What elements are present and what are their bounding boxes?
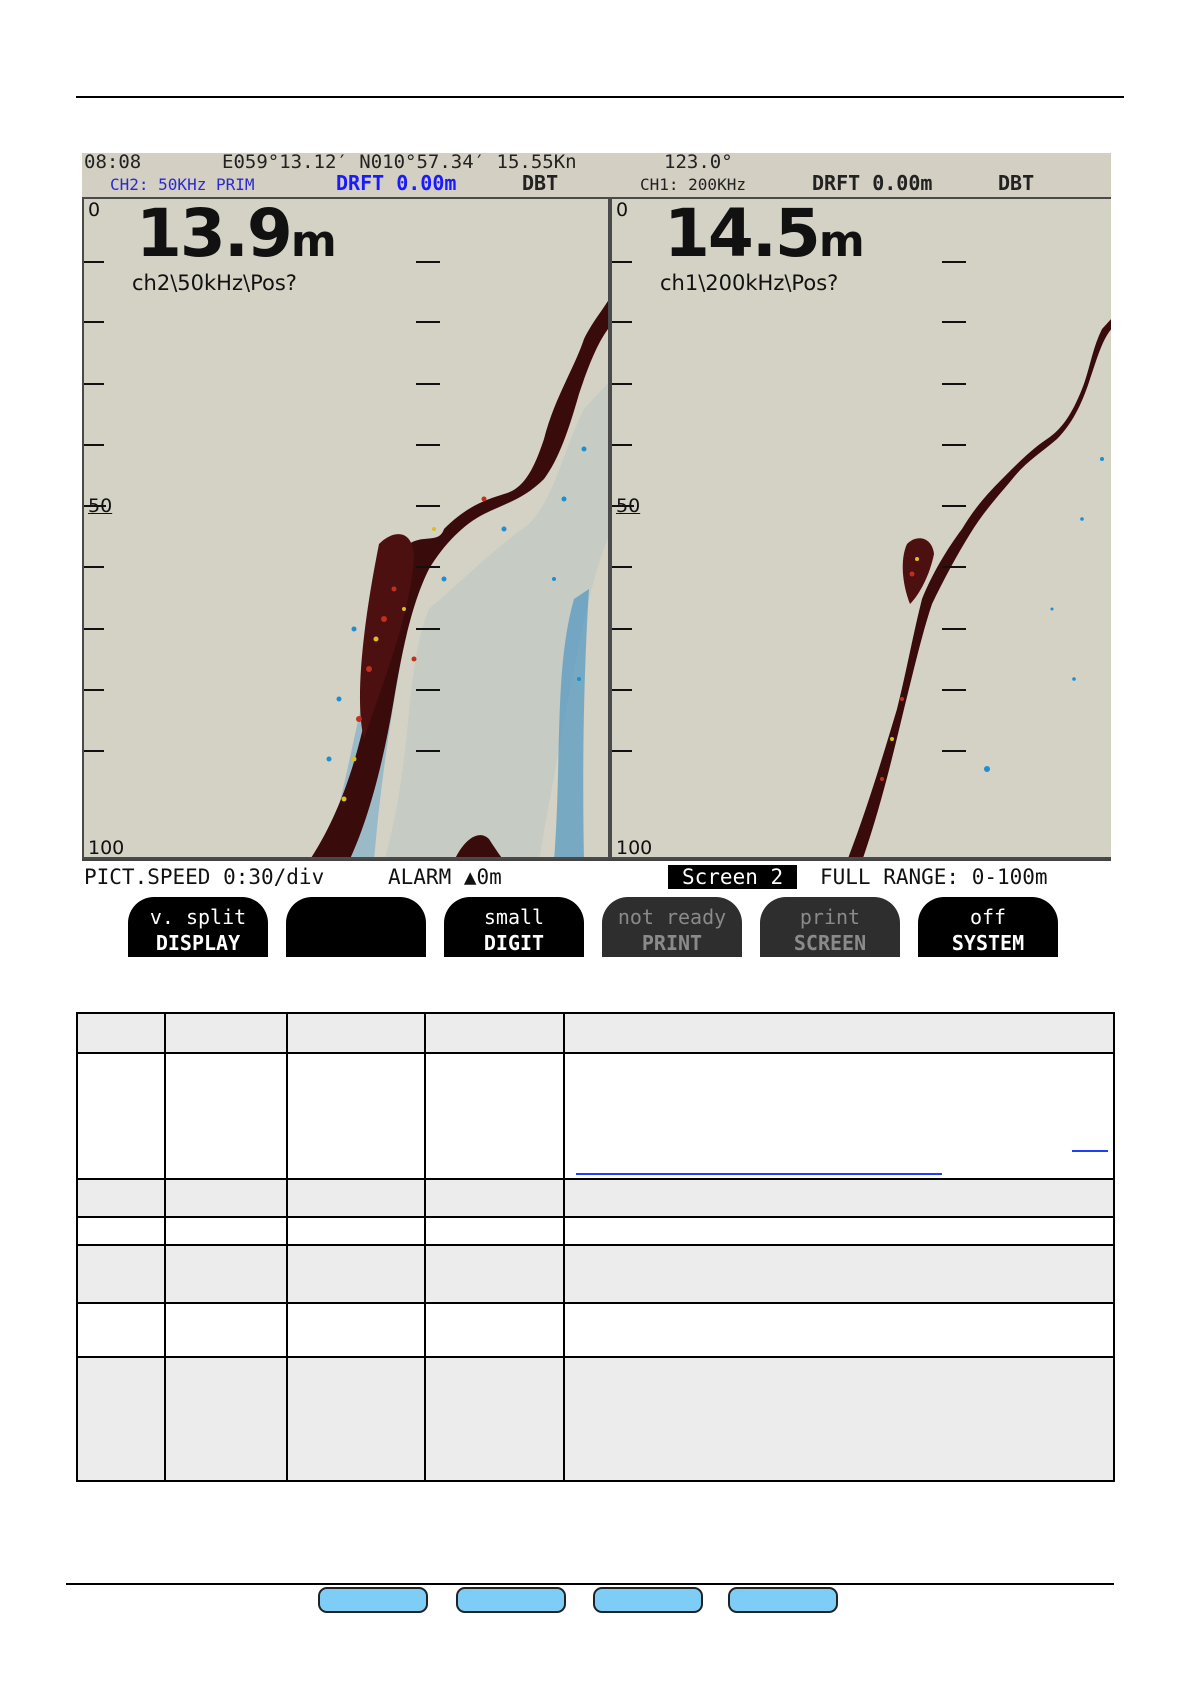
top-rule [76, 96, 1124, 98]
picture-speed: PICT.SPEED 0:30/div [84, 865, 325, 889]
table-row [77, 1357, 1114, 1481]
softkey-system-bottom: SYSTEM [951, 931, 1025, 955]
channel-label-ch2: ch2\50kHz\Pos? [132, 271, 297, 295]
table-row [77, 1053, 1114, 1179]
softkey-screen[interactable] [760, 897, 900, 957]
left-draft: DRFT 0.00m [336, 171, 457, 195]
gps-position-speed: E059°13.12′ N010°57.34′ 15.55Kn [222, 153, 577, 173]
softkey-system[interactable] [918, 897, 1058, 957]
left-mode: DBT [522, 171, 559, 195]
scale-bottom-ch2: 100 [88, 837, 125, 859]
table-cell [425, 1357, 564, 1481]
table-row [77, 1245, 1114, 1303]
echogram-pane-ch2[interactable] [82, 197, 610, 859]
hyperlink-underline[interactable] [1072, 1150, 1108, 1152]
full-range: FULL RANGE: 0-100m [820, 865, 1048, 889]
channel-label-ch1: ch1\200kHz\Pos? [660, 271, 839, 295]
softkey-print-bottom: PRINT [641, 931, 703, 955]
info-bar [82, 859, 1111, 897]
heading: 123.0° [664, 153, 733, 173]
table-cell [165, 1217, 287, 1245]
scale-top-ch2: 0 [88, 199, 101, 221]
table-cell [564, 1217, 1114, 1245]
softkey-digit-bottom: DIGIT [483, 931, 545, 955]
table-cell [287, 1357, 425, 1481]
echogram-ch2 [84, 199, 610, 859]
table-cell [165, 1357, 287, 1481]
softkey-system-top: off [969, 905, 1007, 929]
table-cell [564, 1053, 1114, 1179]
left-channel-info: CH2: 50KHz PRIM [110, 175, 255, 194]
clock: 08:08 [84, 153, 142, 173]
table-cell [425, 1179, 564, 1217]
table-cell [425, 1303, 564, 1357]
right-mode: DBT [998, 171, 1035, 195]
table-cell [77, 1013, 165, 1053]
table-row [77, 1217, 1114, 1245]
echogram-ch1 [612, 199, 1111, 859]
status-bar [82, 153, 1111, 197]
depth-readout-ch1: 14.5m [664, 197, 863, 272]
table-row [77, 1179, 1114, 1217]
softkey-display-bottom: DISPLAY [155, 931, 241, 955]
table-cell [77, 1179, 165, 1217]
table-cell [165, 1053, 287, 1179]
scale-bottom-ch1: 100 [616, 837, 653, 859]
table-cell [425, 1245, 564, 1303]
table-cell [287, 1217, 425, 1245]
table-cell [287, 1179, 425, 1217]
table-cell [165, 1245, 287, 1303]
table-cell [425, 1013, 564, 1053]
table-cell [287, 1245, 425, 1303]
nav-button-4[interactable] [728, 1587, 838, 1613]
softkey-screen-top: print [799, 905, 861, 929]
table-cell [77, 1245, 165, 1303]
table-cell [165, 1303, 287, 1357]
table-cell [287, 1013, 425, 1053]
table-cell [77, 1303, 165, 1357]
echosounder-screen [82, 153, 1111, 957]
softkey-print[interactable] [602, 897, 742, 957]
table-cell [77, 1357, 165, 1481]
softkey-digit[interactable] [444, 897, 584, 957]
depth-readout-ch2: 13.9m [136, 197, 335, 272]
screen-number-badge: Screen 2 [668, 865, 797, 889]
softkey-digit-top: small [483, 905, 545, 929]
scale-mid-ch2: 50 [88, 495, 113, 517]
table-cell [564, 1179, 1114, 1217]
softkey-screen-bottom: SCREEN [793, 931, 867, 955]
table-row [77, 1303, 1114, 1357]
hyperlink-underline[interactable] [576, 1173, 942, 1175]
table-cell [287, 1053, 425, 1179]
table-cell [165, 1179, 287, 1217]
alarm-depth: ALARM ▲0m [388, 865, 502, 889]
softkey-blank[interactable] [286, 897, 426, 957]
table-cell [564, 1303, 1114, 1357]
table-header-row [77, 1013, 1114, 1053]
nav-button-1[interactable] [318, 1587, 428, 1613]
table-cell [77, 1053, 165, 1179]
table-cell [425, 1053, 564, 1179]
table-cell [165, 1013, 287, 1053]
right-draft: DRFT 0.00m [812, 171, 933, 195]
table-cell [287, 1303, 425, 1357]
table-cell [77, 1217, 165, 1245]
table-cell [425, 1217, 564, 1245]
bottom-rule [66, 1583, 1114, 1585]
softkey-display[interactable] [128, 897, 268, 957]
nav-button-3[interactable] [593, 1587, 703, 1613]
parameter-table [76, 1012, 1115, 1482]
echogram-pane-ch1[interactable] [610, 197, 1111, 859]
table-cell [564, 1245, 1114, 1303]
softkey-display-top: v. split [149, 905, 247, 929]
right-channel-info: CH1: 200KHz [640, 175, 746, 194]
table-cell [564, 1357, 1114, 1481]
nav-button-2[interactable] [456, 1587, 566, 1613]
softkey-bar [82, 895, 1111, 957]
softkey-print-top: not ready [617, 905, 727, 929]
scale-mid-ch1: 50 [616, 495, 641, 517]
scale-top-ch1: 0 [616, 199, 629, 221]
table-cell [564, 1013, 1114, 1053]
